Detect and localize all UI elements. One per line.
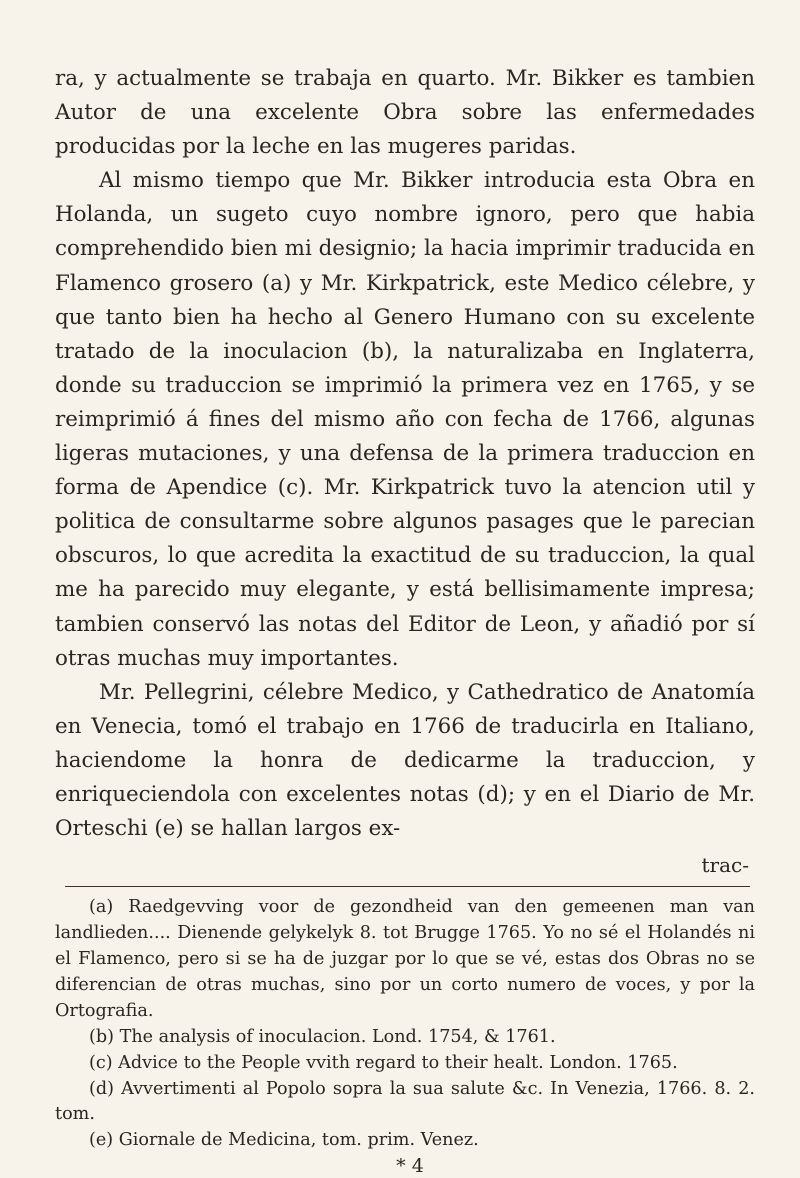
footnote-a: (a) Raedgevving voor de gezondheid van den gemeenen man van landlieden.... Dienende gelykelyk 8. tot Brugge 1765. Yo no sé el Holandés ni el Flamenco, pero si se ha de juzgar por lo que se vé, estas dos Obras no se diferencian de otras muchas, sino por un corto numero de voces, y por la Ortografia. [55, 897, 755, 1021]
paragraph-3: Mr. Pellegrini, célebre Medico, y Cathedratico de Anatomía en Venecia, tomó el trabajo en 1766 de traducirla en Italiano, haciendome la honra de dedicarme la traduccion, y enriqueciendola con excelentes notas (d); y en el Diario de Mr. Orteschi (e) se hallan largos ex- [55, 679, 755, 842]
signature-mark: * 4 [396, 1155, 424, 1178]
footnote-b: (b) The analysis of inoculacion. Lond. 1754, & 1761. [89, 1026, 556, 1047]
footnote-e: (e) Giornale de Medicina, tom. prim. Venez. [89, 1130, 479, 1151]
footnotes [55, 895, 755, 1154]
main-text [55, 62, 755, 846]
footnote-d: (d) Avvertimenti al Popolo sopra la sua salute &c. In Venezia, 1766. 8. 2. tom. [55, 1078, 755, 1125]
footnote-rule [65, 886, 750, 887]
paragraph-2: Al mismo tiempo que Mr. Bikker introducia esta Obra en Holanda, un sugeto cuyo nombre ignoro, pero que habia comprehendido bien mi designio; la hacia imprimir traducida en Flamenco grosero (a) y Mr. Kirkpatrick, este Medico célebre, y que tanto bien ha hecho al Genero Humano con su excelente tratado de la inoculacion (b), la naturalizaba en Inglaterra, donde su traduccion se imprimió la primera vez en 1765, y se reimprimió á fines del mismo año con fecha de 1766, algunas ligeras mutaciones, y una defensa de la primera traduccion en forma de Apendice (c). Mr. Kirkpatrick tuvo la atencion util y politica de consultarme sobre algunos pasages que le parecian obscuros, lo que acredita la exactitud de su traduccion, la qual me ha parecido muy elegante, y está bellisimamente impresa; tambien conservó las notas del Editor de Leon, y añadió por sí otras muchas muy importantes. [55, 168, 755, 671]
paragraph-1: ra, y actualmente se trabaja en quarto. Mr. Bikker es tambien Autor de una excelente Obra sobre las enfermedades producidas por la leche en las mugeres paridas. [55, 66, 755, 160]
book-page [55, 62, 755, 1178]
catchword: trac- [701, 853, 749, 878]
footnote-c: (c) Advice to the People vvith regard to their healt. London. 1765. [89, 1052, 678, 1073]
